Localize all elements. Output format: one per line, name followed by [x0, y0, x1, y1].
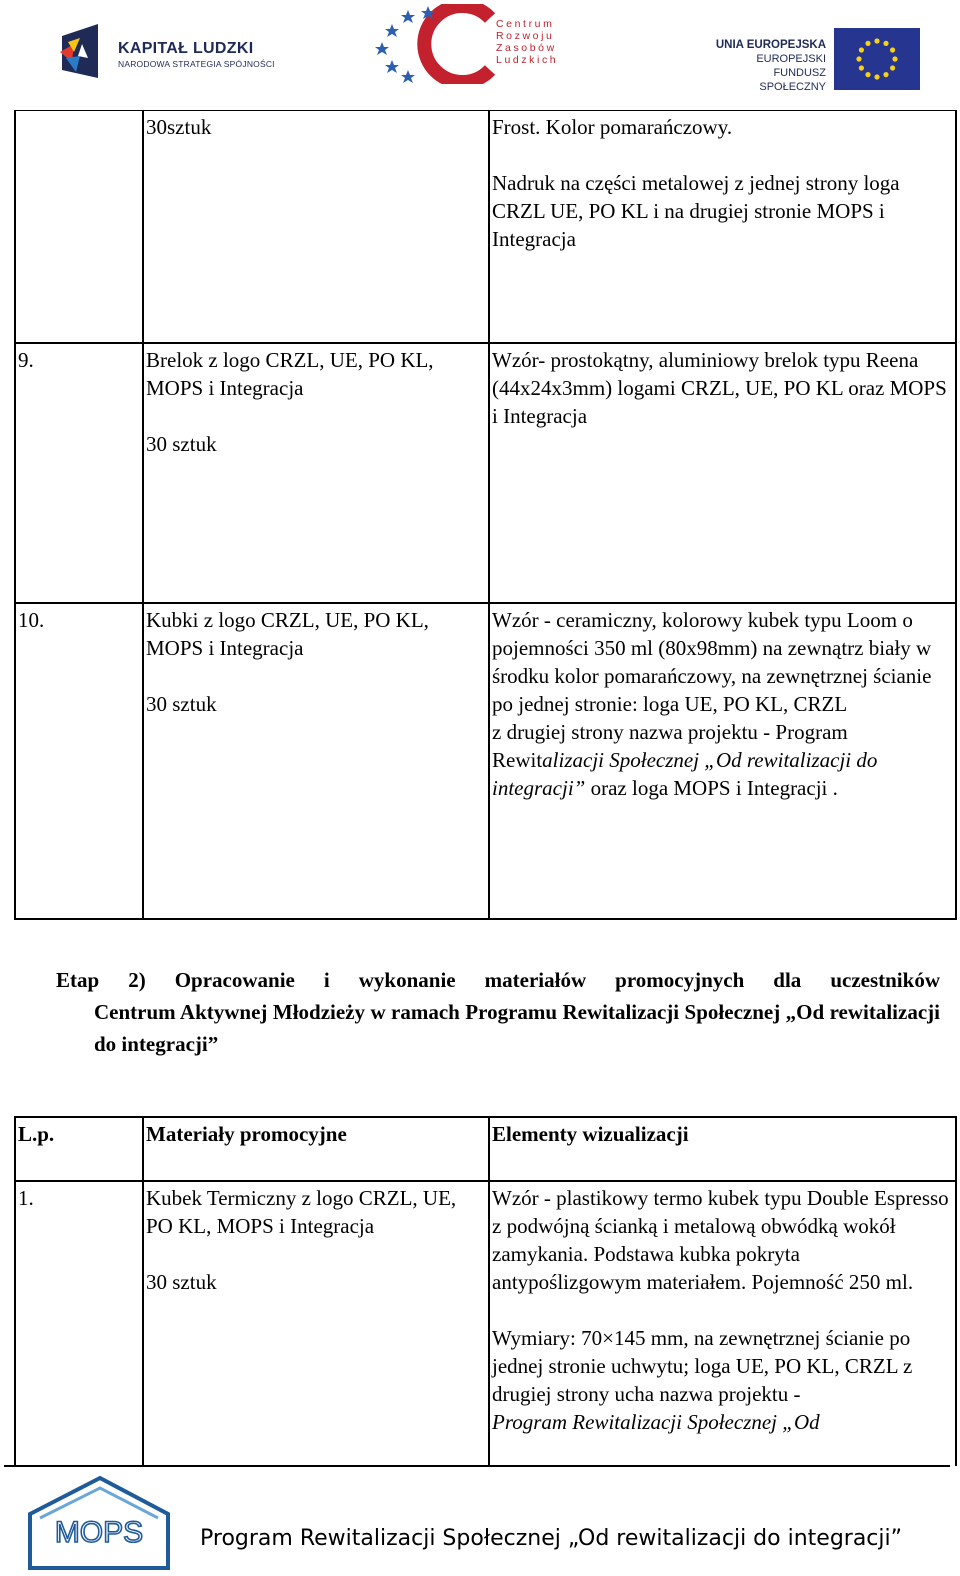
- materials-table-2: [14, 1116, 957, 1466]
- crzl-line-4: Ludzkich: [496, 54, 559, 66]
- row-number-cell: 9.: [15, 343, 143, 603]
- material-quantity: 30 sztuk: [146, 1270, 217, 1294]
- materials-table-1: [14, 110, 957, 920]
- description-paragraph: [492, 718, 953, 802]
- etap-heading-rest: Centrum Aktywnej Młodzieży w ramach Programu Rewitalizacji Społecznej „Od rewitalizacji do integracji”: [94, 1000, 940, 1056]
- material-cell: [143, 603, 489, 919]
- column-header-visualization: Elementy wizualizacji: [489, 1117, 956, 1181]
- table-row: [15, 343, 956, 603]
- project-name-italic: Program Rewitalizacji Społecznej „Od: [492, 1410, 820, 1434]
- description-text: z drugiej strony nazwa projektu - Program Rewit: [492, 719, 848, 772]
- row-number-cell: 1.: [15, 1181, 143, 1466]
- eu-line-1: UNIA EUROPEJSKA: [715, 39, 826, 51]
- footer-divider: [4, 1465, 950, 1467]
- eu-line-3: FUNDUSZ SPOŁECZNY: [759, 67, 826, 93]
- footer-project-name: Program Rewitalizacji Społecznej „Od rewitalizacji do integracji”: [200, 1526, 903, 1551]
- mops-logo-text: MOPS: [54, 1516, 144, 1549]
- material-cell: [143, 1181, 489, 1466]
- description-text: oraz loga MOPS i Integracji .: [585, 775, 838, 800]
- material-quantity: 30 sztuk: [146, 691, 217, 716]
- table-row: [15, 111, 956, 343]
- mops-logo-icon: [26, 1474, 172, 1570]
- eu-logo-text: [706, 38, 826, 94]
- table-row: [15, 603, 956, 919]
- etap-heading: [56, 964, 940, 1060]
- description-cell: [489, 603, 956, 919]
- etap-heading-line-1: Etap 2) Opracowanie i wykonanie materiałów promocyjnych dla uczestników: [56, 968, 940, 992]
- material-quantity: 30sztuk: [146, 115, 212, 139]
- crzl-logo-text: [496, 18, 558, 66]
- crzl-line-1: Centrum: [496, 18, 555, 30]
- page-header: [0, 0, 960, 110]
- kl-title: KAPITAŁ LUDZKI: [118, 40, 254, 57]
- row-number-cell: 10.: [15, 603, 143, 919]
- material-name: Kubki z logo CRZL, UE, PO KL, MOPS i Integracja: [146, 607, 429, 660]
- description-paragraph: Nadruk na części metalowej z jednej strony loga CRZL UE, PO KL i na drugiej stronie MOPS i Integracja: [492, 171, 900, 251]
- table-header-row: [15, 1117, 956, 1181]
- description-paragraph: Frost. Kolor pomarańczowy.: [492, 115, 733, 139]
- crzl-logo-icon: [372, 4, 500, 84]
- description-paragraph: Wzór - plastikowy termo kubek typu Double Espresso z podwójną ścianką i metalową obwódką wokół zamykania. Podstawa kubka pokryta antypoślizgowym materiałem. Pojemność 250 ml.: [492, 1186, 949, 1294]
- row-number-cell: [15, 111, 143, 343]
- description-cell: [489, 111, 956, 343]
- kapital-ludzki-logo-text: [118, 40, 275, 69]
- project-name-italic: alizacji Społecznej „Od rewitalizacji do integracji”: [492, 747, 878, 800]
- material-cell: [143, 343, 489, 603]
- crzl-line-2: Rozwoju: [496, 30, 555, 42]
- description-cell: [489, 1181, 956, 1466]
- eu-line-2: EUROPEJSKI: [756, 53, 826, 65]
- description-cell: [489, 343, 956, 603]
- description-paragraph-italic: [492, 1408, 953, 1436]
- description-paragraph: Wzór - ceramiczny, kolorowy kubek typu Loom o pojemności 350 ml (80x98mm) na zewnątrz biały w środku kolor pomarańczowy, na zewnętrznej ścianie po jednej stronie: loga UE, PO KL, CRZL: [492, 607, 932, 716]
- description-paragraph: Wzór- prostokątny, aluminiowy brelok typu Reena (44x24x3mm) logami CRZL, UE, PO KL oraz MOPS i Integracja: [492, 347, 947, 428]
- description-paragraph: Wymiary: 70×145 mm, na zewnętrznej ścianie po jednej stronie uchwytu; loga UE, PO KL, CRZL z drugiej strony ucha nazwa projektu -: [492, 1326, 913, 1406]
- eu-flag-icon: [834, 28, 920, 90]
- material-name: Brelok z logo CRZL, UE, PO KL, MOPS i Integracja: [146, 347, 434, 400]
- kapital-ludzki-logo-icon: [58, 22, 102, 80]
- kl-subtitle: NARODOWA STRATEGIA SPÓJNOŚCI: [118, 59, 275, 69]
- column-header-materials: Materiały promocyjne: [143, 1117, 489, 1181]
- material-name: Kubek Termiczny z logo CRZL, UE, PO KL, MOPS i Integracja: [146, 1186, 457, 1238]
- material-cell: [143, 111, 489, 343]
- crzl-line-3: Zasobów: [496, 42, 557, 54]
- material-quantity: 30 sztuk: [146, 431, 217, 456]
- column-header-lp: L.p.: [15, 1117, 143, 1181]
- table-row: [15, 1181, 956, 1466]
